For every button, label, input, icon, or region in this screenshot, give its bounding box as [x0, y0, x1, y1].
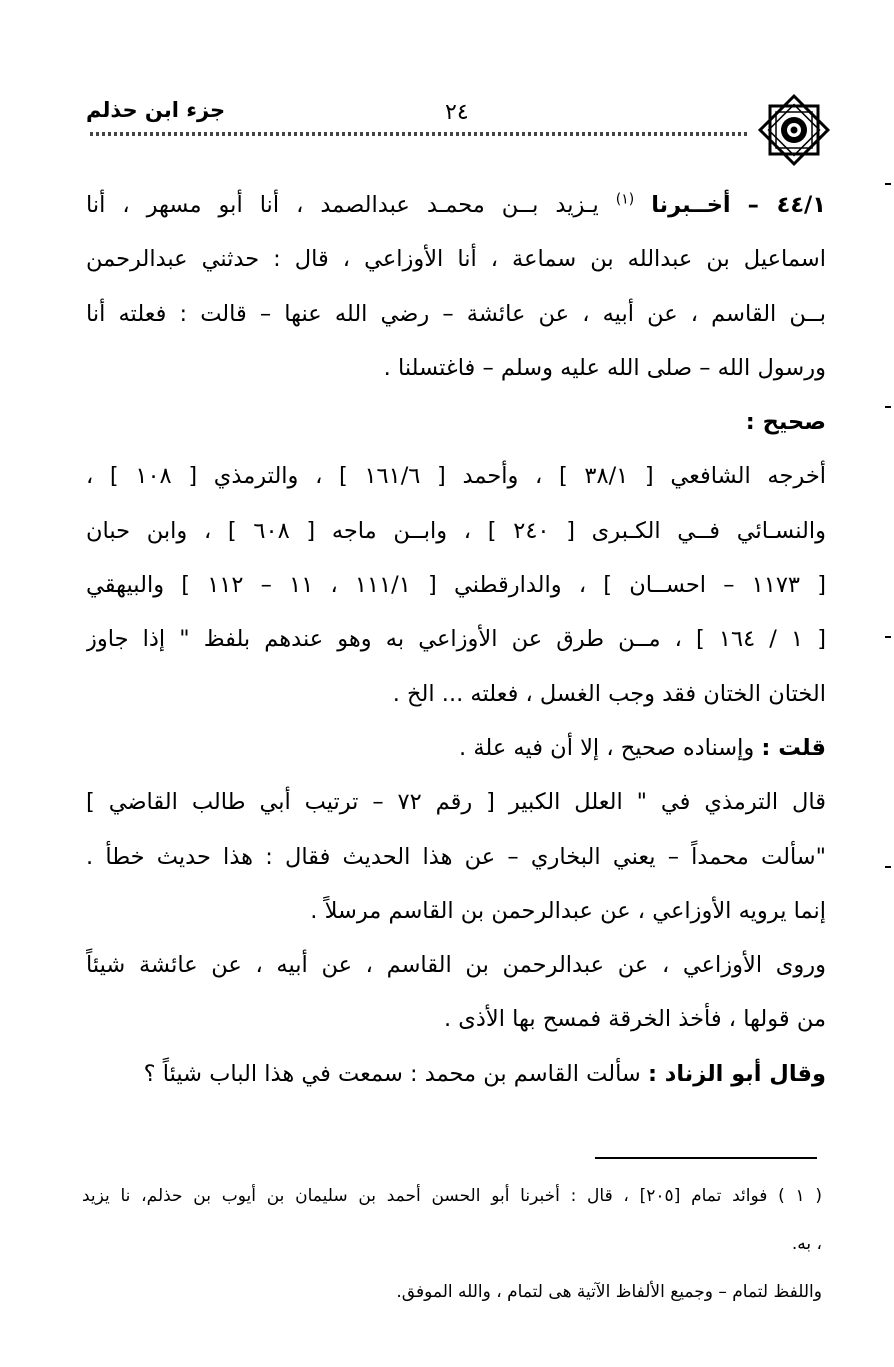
text-line: [ ١١٧٣ – احســان ] ، والدارقطني [ ١١١/١ ، ١١ – ١١٢ ] والبيهقي — [86, 572, 826, 599]
margin-mark — [885, 406, 891, 408]
footnote-line: واللفظ لتمام – وجميع الألفاظ الآتية هى لتمام ، والله الموفق. — [396, 1282, 822, 1302]
hadith-number: ٤٤/١ – — [747, 192, 826, 218]
header-divider — [90, 132, 750, 136]
margin-mark — [885, 183, 891, 185]
text-line: إنما يرويه الأوزاعي ، عن عبدالرحمن بن القاسم مرسلاً . — [310, 897, 826, 924]
abu-zinad-text: سألت القاسم بن محمد : سمعت في هذا الباب شيئاً ؟ — [143, 1060, 641, 1087]
text-line: الختان الختان فقد وجب الغسل ، فعلته ... الخ . — [392, 680, 826, 707]
text-line: أخرجه الشافعي [ ٣٨/١ ] ، وأحمد [ ١٦١/٦ ] ، والترمذي [ ١٠٨ ] ، — [86, 463, 826, 490]
page-number: ٢٤ — [445, 100, 469, 125]
main-text — [86, 178, 826, 1101]
qult-label: قلت : — [761, 734, 826, 761]
octagram-ornament-icon — [756, 92, 832, 168]
margin-mark — [885, 636, 891, 638]
text-line: [ ١ / ١٦٤ ] ، مــن طرق عن الأوزاعي به وهو عندهم بلفظ " إذا جاوز — [86, 626, 826, 653]
text-line: من قولها ، فأخذ الخرقة فمسح بها الأذى . — [443, 1006, 826, 1033]
footnotes — [82, 1176, 822, 1320]
akhbarana-word: أخــبرنا — [651, 192, 731, 218]
footnote-divider — [595, 1157, 817, 1159]
text-line: بــن القاسم ، عن أبيه ، عن عائشة – رضي الله عنها – قالت : فعلته أنا — [86, 300, 826, 327]
text-line: قال الترمذي في " العلل الكبير [ رقم ٧٢ – ترتيب أبي طالب القاضي ] — [86, 789, 826, 816]
grading-heading: صحيح : — [745, 409, 826, 436]
qult-line — [86, 721, 826, 775]
footnote-line: ( ١ ) فوائد تمام [٢٠٥] ، قال : أخبرنا أبو الحسن أحمد بن سليمان بن أيوب بن حذلم، نا يزيد — [82, 1186, 822, 1206]
page-header — [80, 90, 840, 170]
abu-zinad-line — [86, 1047, 826, 1101]
text-line: اسماعيل بن عبدالله بن سماعة ، أنا الأوزاعي ، قال : حدثني عبدالرحمن — [86, 246, 826, 273]
footnote-line: ، به. — [791, 1234, 822, 1254]
text-line: ورسول الله – صلى الله عليه وسلم – فاغتسلنا . — [383, 354, 826, 381]
text-line: "سألت محمداً – يعني البخاري – عن هذا الحديث فقال : هذا حديث خطأ . — [86, 843, 826, 870]
qult-text: وإسناده صحيح ، إلا أن فيه علة . — [459, 734, 755, 761]
text-line: والنسـائي فــي الكـبرى [ ٢٤٠ ] ، وابــن ماجه [ ٦٠٨ ] ، وابن حبان — [86, 517, 826, 544]
hadith-first-line — [86, 178, 826, 232]
abu-zinad-label: وقال أبو الزناد : — [647, 1060, 826, 1087]
margin-mark — [885, 866, 891, 868]
isnad-text: يـزيد بــن محمـد عبدالصمد ، أنا أبو مسهر ، أنا — [86, 192, 599, 218]
footnote-marker: (١) — [615, 191, 635, 208]
text-line: وروى الأوزاعي ، عن عبدالرحمن بن القاسم ، عن أبيه ، عن عائشة شيئاً — [86, 952, 826, 979]
running-title: جزء ابن حذلم — [86, 98, 226, 122]
